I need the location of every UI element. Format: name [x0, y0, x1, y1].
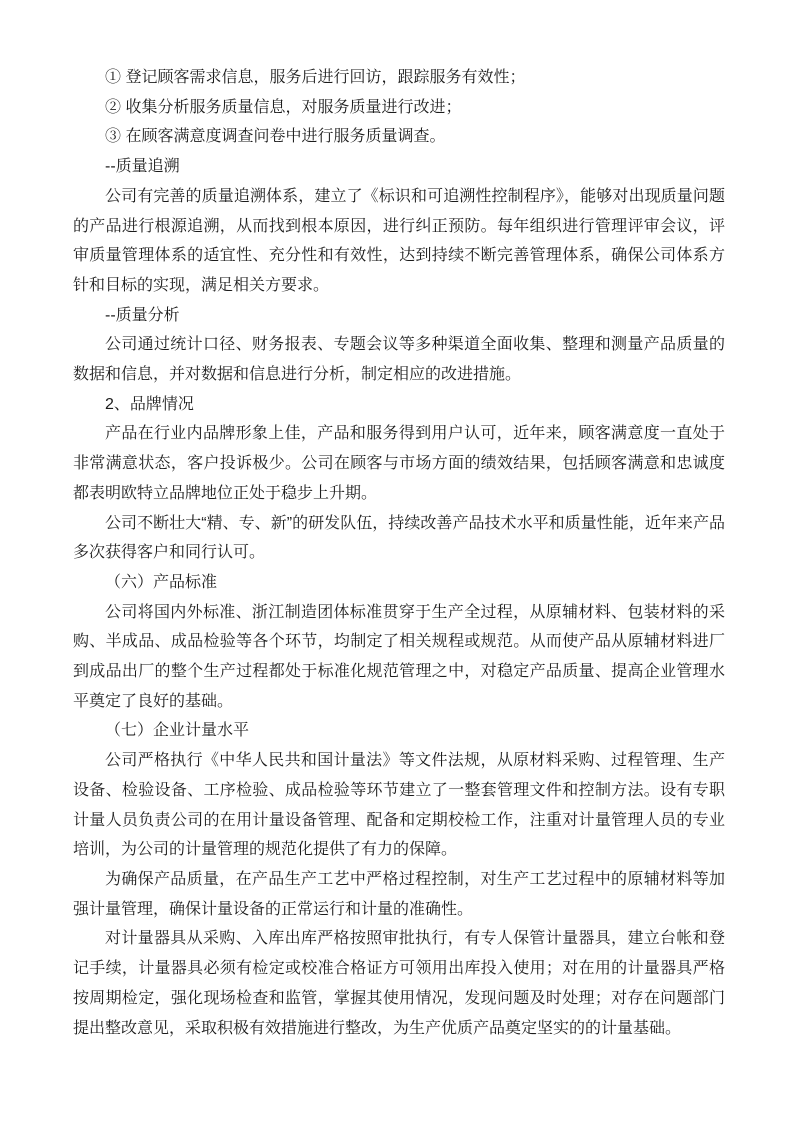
- paragraph: 公司不断壮大“精、专、新”的研发队伍，持续改善产品技术水平和质量性能，近年来产品多次获得客户和同行认可。: [73, 514, 725, 562]
- paragraph: 对计量器具从采购、入库出库严格按照审批执行，有专人保管计量器具，建立台帐和登记手续，计量器具必须有检定或校准合格证方可领用出库投入使用；对在用的计量器具严格按周期检定，强化现场检查和监管，掌握其使用情况，发现问题及时处理；对存在问题部门提出整改意见，采取积极有效措施进行整改，为生产优质产品奠定坚实的的计量基础。: [73, 930, 725, 1037]
- paragraph: ③ 在顾客满意度调查问卷中进行服务质量调查。: [105, 128, 446, 146]
- paragraph: 公司有完善的质量追溯体系，建立了《标识和可追溯性控制程序》，能够对出现质量问题的产品进行根源追溯，从而找到根本原因，进行纠正预防。每年组织进行管理评审会议，评审质量管理体系的适宜性、充分性和有效性，达到持续不断完善管理体系，确保公司体系方针和目标的实现，满足相关方要求。: [73, 187, 725, 294]
- paragraph: ① 登记顾客需求信息，服务后进行回访，跟踪服务有效性；: [105, 69, 526, 86]
- paragraph: --质量追溯: [105, 158, 180, 176]
- paragraph: --质量分析: [105, 306, 180, 324]
- paragraph: （七）企业计量水平: [105, 722, 250, 740]
- paragraph: 产品在行业内品牌形象上佳，产品和服务得到用户认可，近年来，顾客满意度一直处于非常满意状态，客户投诉极少。公司在顾客与市场方面的绩效结果，包括顾客满意和忠诚度都表明欧特立品牌地位正处于稳步上升期。: [73, 425, 725, 502]
- paragraph: 公司将国内外标准、浙江制造团体标准贯穿于生产全过程，从原辅材料、包装材料的采购、半成品、成品检验等各个环节，均制定了相关规程或规范。从而使产品从原辅材料进厂到成品出厂的整个生产过程都处于标准化规范管理之中，对稳定产品质量、提高企业管理水平奠定了良好的基础。: [73, 603, 725, 710]
- paragraph: 公司通过统计口径、财务报表、专题会议等多种渠道全面收集、整理和测量产品质量的数据和信息，并对数据和信息进行分析，制定相应的改进措施。: [73, 336, 725, 384]
- paragraph: （六）产品标准: [105, 573, 218, 591]
- document-body: [73, 63, 725, 1043]
- paragraph: 为确保产品质量，在产品生产工艺中严格过程控制，对生产工艺过程中的原辅材料等加强计量管理，确保计量设备的正常运行和计量的准确性。: [73, 870, 725, 918]
- paragraph: 公司严格执行《中华人民共和国计量法》等文件法规，从原材料采购、过程管理、生产设备、检验设备、工序检验、成品检验等环节建立了一整套管理文件和控制方法。设有专职计量人员负责公司的在用计量设备管理、配备和定期校检工作，注重对计量管理人员的专业培训，为公司的计量管理的规范化提供了有力的保障。: [73, 752, 725, 859]
- paragraph: ② 收集分析服务质量信息，对服务质量进行改进；: [105, 98, 462, 116]
- paragraph: 2、品牌情况: [105, 395, 194, 413]
